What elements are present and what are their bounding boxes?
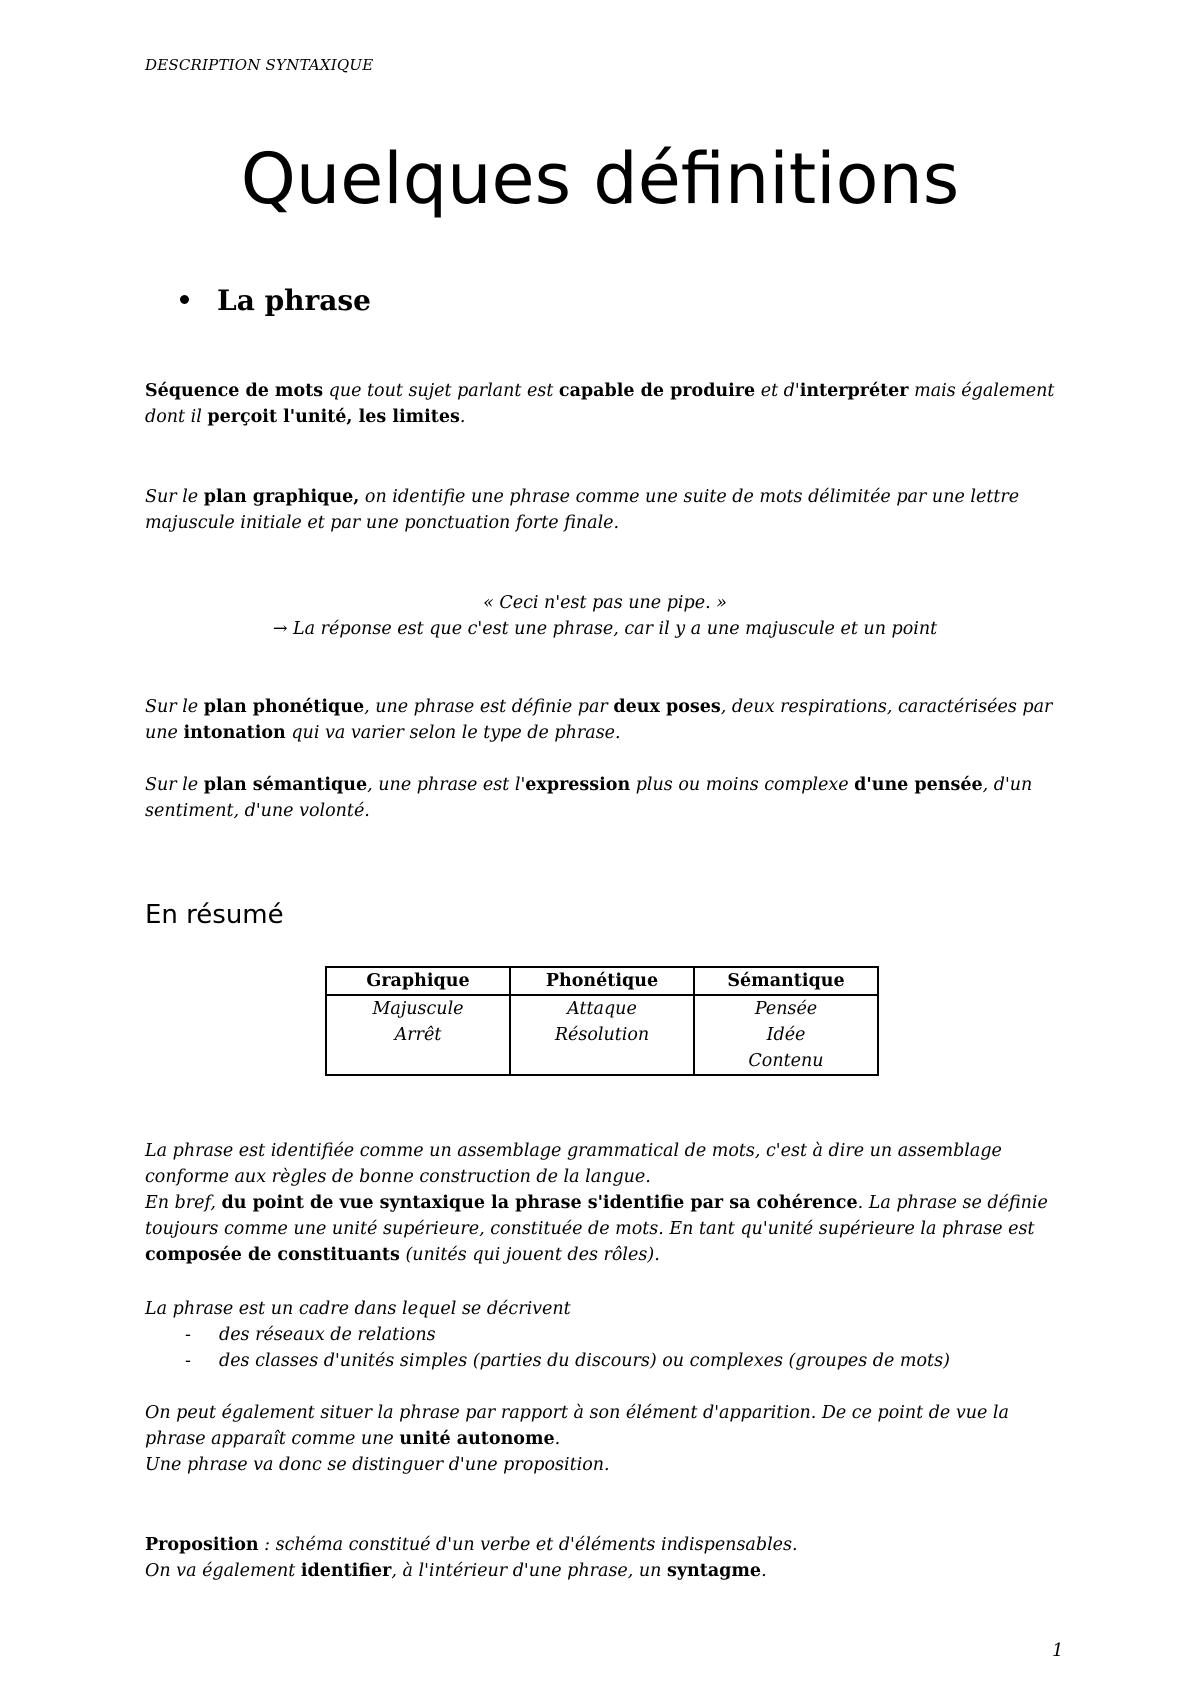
syntax-paragraph — [145, 1138, 1065, 1268]
section-heading-text: La phrase — [217, 284, 371, 317]
text-run: , d'un sentiment, d'une volonté. — [145, 775, 1033, 821]
list-dash: - — [185, 1325, 191, 1345]
list-item-text: des réseaux de relations — [219, 1325, 436, 1345]
cell-graphic — [326, 995, 510, 1075]
page-title: Quelques définitions — [240, 138, 960, 220]
cell-phonetic — [510, 995, 694, 1075]
cell-line: Majuscule — [372, 999, 464, 1019]
text-run: plus ou moins complexe — [630, 775, 855, 795]
text-run: , à l'intérieur d'une phrase, un — [391, 1561, 668, 1581]
text-run: qui va varier selon le type de phrase. — [285, 723, 621, 743]
text-run: , une phrase est définie par — [364, 697, 614, 717]
cell-line: Pensée — [754, 999, 818, 1019]
autonomy-text — [145, 1400, 1065, 1452]
example-answer — [145, 616, 1065, 642]
text-run: Sur le — [145, 487, 204, 507]
cell-line: Attaque — [567, 999, 637, 1019]
term-autonomous-unit: unité autonome — [399, 1429, 555, 1449]
term-intonation: intonation — [183, 723, 286, 743]
term-graphic-plan: plan graphique, — [203, 487, 360, 507]
summary-heading: En résumé — [145, 900, 284, 930]
text-run: On peut également situer la phrase par rapport à son élément d'apparition. De ce point de vue la phrase apparaît comme une — [145, 1403, 1009, 1449]
text-run: , deux respirations, caractérisées par une — [145, 697, 1053, 743]
col-header-phonetic: Phonétique — [510, 967, 694, 995]
term-expression: expression — [525, 775, 631, 795]
term-two-pauses: deux poses — [613, 697, 721, 717]
frame-paragraph — [145, 1296, 1065, 1374]
text-run: En bref, — [145, 1193, 222, 1213]
text-run: Sur le — [145, 697, 204, 717]
syntax-conclusion — [145, 1190, 1065, 1268]
proposition-paragraph — [145, 1532, 1065, 1584]
list-item-text: des classes d'unités simples (parties du discours) ou complexes (groupes de mots) — [219, 1351, 950, 1371]
term-constituents: composée de constituants — [145, 1245, 400, 1265]
cell-semantic — [694, 995, 878, 1075]
cell-line: Résolution — [554, 1025, 650, 1045]
syntagme-line — [145, 1558, 1065, 1584]
term-sequence: Séquence de mots — [145, 381, 324, 401]
col-header-graphic: Graphique — [326, 967, 510, 995]
term-phonetic-plan: plan phonétique — [203, 697, 365, 717]
example-block — [145, 590, 1065, 642]
text-run: Une phrase va donc se distinguer d'une proposition. — [145, 1455, 610, 1475]
cell-line: Contenu — [748, 1051, 824, 1071]
page-number: 1 — [1052, 1640, 1064, 1661]
text-run: La phrase est un cadre dans lequel se décrivent — [145, 1299, 571, 1319]
definition-paragraph — [145, 378, 1065, 430]
running-header: DESCRIPTION SYNTAXIQUE — [145, 56, 374, 74]
list-item — [145, 1348, 1065, 1374]
text-run: (unités qui jouent des rôles). — [399, 1245, 660, 1265]
term-proposition: Proposition — [145, 1535, 259, 1555]
term-semantic-plan: plan sémantique — [203, 775, 368, 795]
autonomy-paragraph — [145, 1400, 1065, 1478]
phonetic-plan-paragraph — [145, 694, 1065, 746]
text-run: . — [459, 407, 466, 427]
term-syntagme: syntagme — [667, 1561, 762, 1581]
text-run: , une phrase est l' — [367, 775, 526, 795]
term-identify: identifier — [300, 1561, 392, 1581]
text-run: que tout sujet parlant est — [323, 381, 559, 401]
term-unity: perçoit l'unité, les limites — [207, 407, 460, 427]
semantic-plan-paragraph — [145, 772, 1065, 824]
section-heading — [180, 284, 371, 317]
text-run: On va également — [145, 1561, 301, 1581]
text-run: . La phrase se définie toujours comme une unité supérieure, constituée de mots. En tant qu'unité supérieure la phrase est — [145, 1193, 1048, 1239]
bullet-icon — [180, 295, 189, 304]
text-run: La réponse est que c'est une phrase, car il y a une majuscule et un point — [287, 619, 938, 639]
text-run: La phrase est identifiée comme un assemblage grammatical de mots, c'est à dire un assemblage conforme aux règles de bonne construction de la langue. — [145, 1141, 1002, 1187]
text-run: mais également dont il — [145, 381, 1055, 427]
term-thought: d'une pensée — [854, 775, 983, 795]
list-item — [145, 1322, 1065, 1348]
table-header-row — [326, 967, 878, 995]
col-header-semantic: Sémantique — [694, 967, 878, 995]
example-quote: « Ceci n'est pas une pipe. » — [483, 593, 727, 613]
term-produce: capable de produire — [558, 381, 756, 401]
text-run: . — [761, 1561, 767, 1581]
cell-line: Idée — [766, 1025, 806, 1045]
list-dash: - — [185, 1351, 191, 1371]
graphic-plan-paragraph — [145, 484, 1065, 536]
text-run: . — [554, 1429, 561, 1449]
text-run: Sur le — [145, 775, 204, 795]
cell-line: Arrêt — [394, 1025, 442, 1045]
text-run: et d' — [755, 381, 800, 401]
arrow-right-icon: → — [272, 619, 288, 639]
term-interpret: interpréter — [799, 381, 909, 401]
text-run: : schéma constitué d'un verbe et d'éléments indispensables. — [258, 1535, 798, 1555]
table-row — [326, 995, 878, 1075]
term-coherence: du point de vue syntaxique la phrase s'identifie par sa cohérence — [221, 1193, 858, 1213]
summary-table — [325, 966, 879, 1076]
proposition-definition — [145, 1532, 1065, 1558]
text-run: on identifie une phrase comme une suite de mots délimitée par une lettre majuscule initiale et par une ponctuation forte finale. — [145, 487, 1020, 533]
